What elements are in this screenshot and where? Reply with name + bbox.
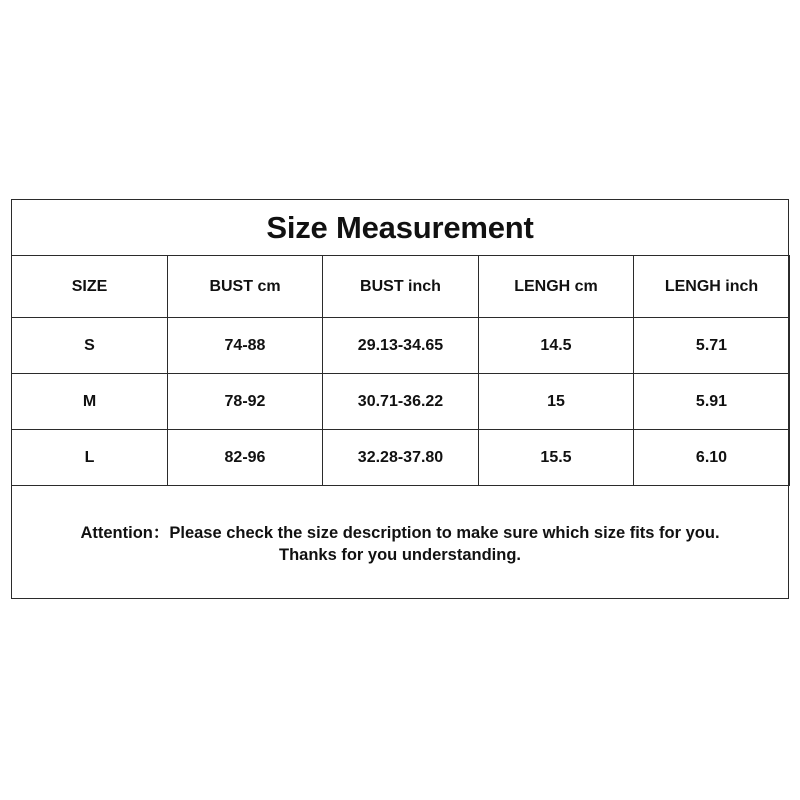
thanks-line: Thanks for you understanding.	[278, 545, 521, 564]
attention-note	[12, 488, 788, 599]
header-bust-cm: BUST cm	[168, 256, 323, 318]
chart-title: Size Measurement	[12, 200, 788, 256]
table-cell: 29.13-34.65	[323, 318, 479, 374]
table-cell: L	[12, 430, 168, 486]
table-cell: 78-92	[168, 374, 323, 430]
table-cell: 6.10	[634, 430, 790, 486]
table-row	[12, 430, 790, 486]
table-cell: 5.71	[634, 318, 790, 374]
header-size: SIZE	[12, 256, 168, 318]
table-cell: S	[12, 318, 168, 374]
table-cell: 74-88	[168, 318, 323, 374]
header-length-cm: LENGH cm	[479, 256, 634, 318]
table-cell: 15.5	[479, 430, 634, 486]
table-cell: 82-96	[168, 430, 323, 486]
table-cell: 5.91	[634, 374, 790, 430]
table-row	[12, 374, 790, 430]
attention-line: Attention：Please check the size description to make sure which size fits for you.	[80, 523, 720, 542]
table-cell: 14.5	[479, 318, 634, 374]
table-cell: 32.28-37.80	[323, 430, 479, 486]
header-bust-inch: BUST inch	[323, 256, 479, 318]
size-chart	[11, 199, 789, 599]
table-cell: 15	[479, 374, 634, 430]
table-cell: 30.71-36.22	[323, 374, 479, 430]
header-length-inch: LENGH inch	[634, 256, 790, 318]
table-row	[12, 318, 790, 374]
table-cell: M	[12, 374, 168, 430]
size-table	[11, 255, 790, 486]
table-header-row	[12, 256, 790, 318]
